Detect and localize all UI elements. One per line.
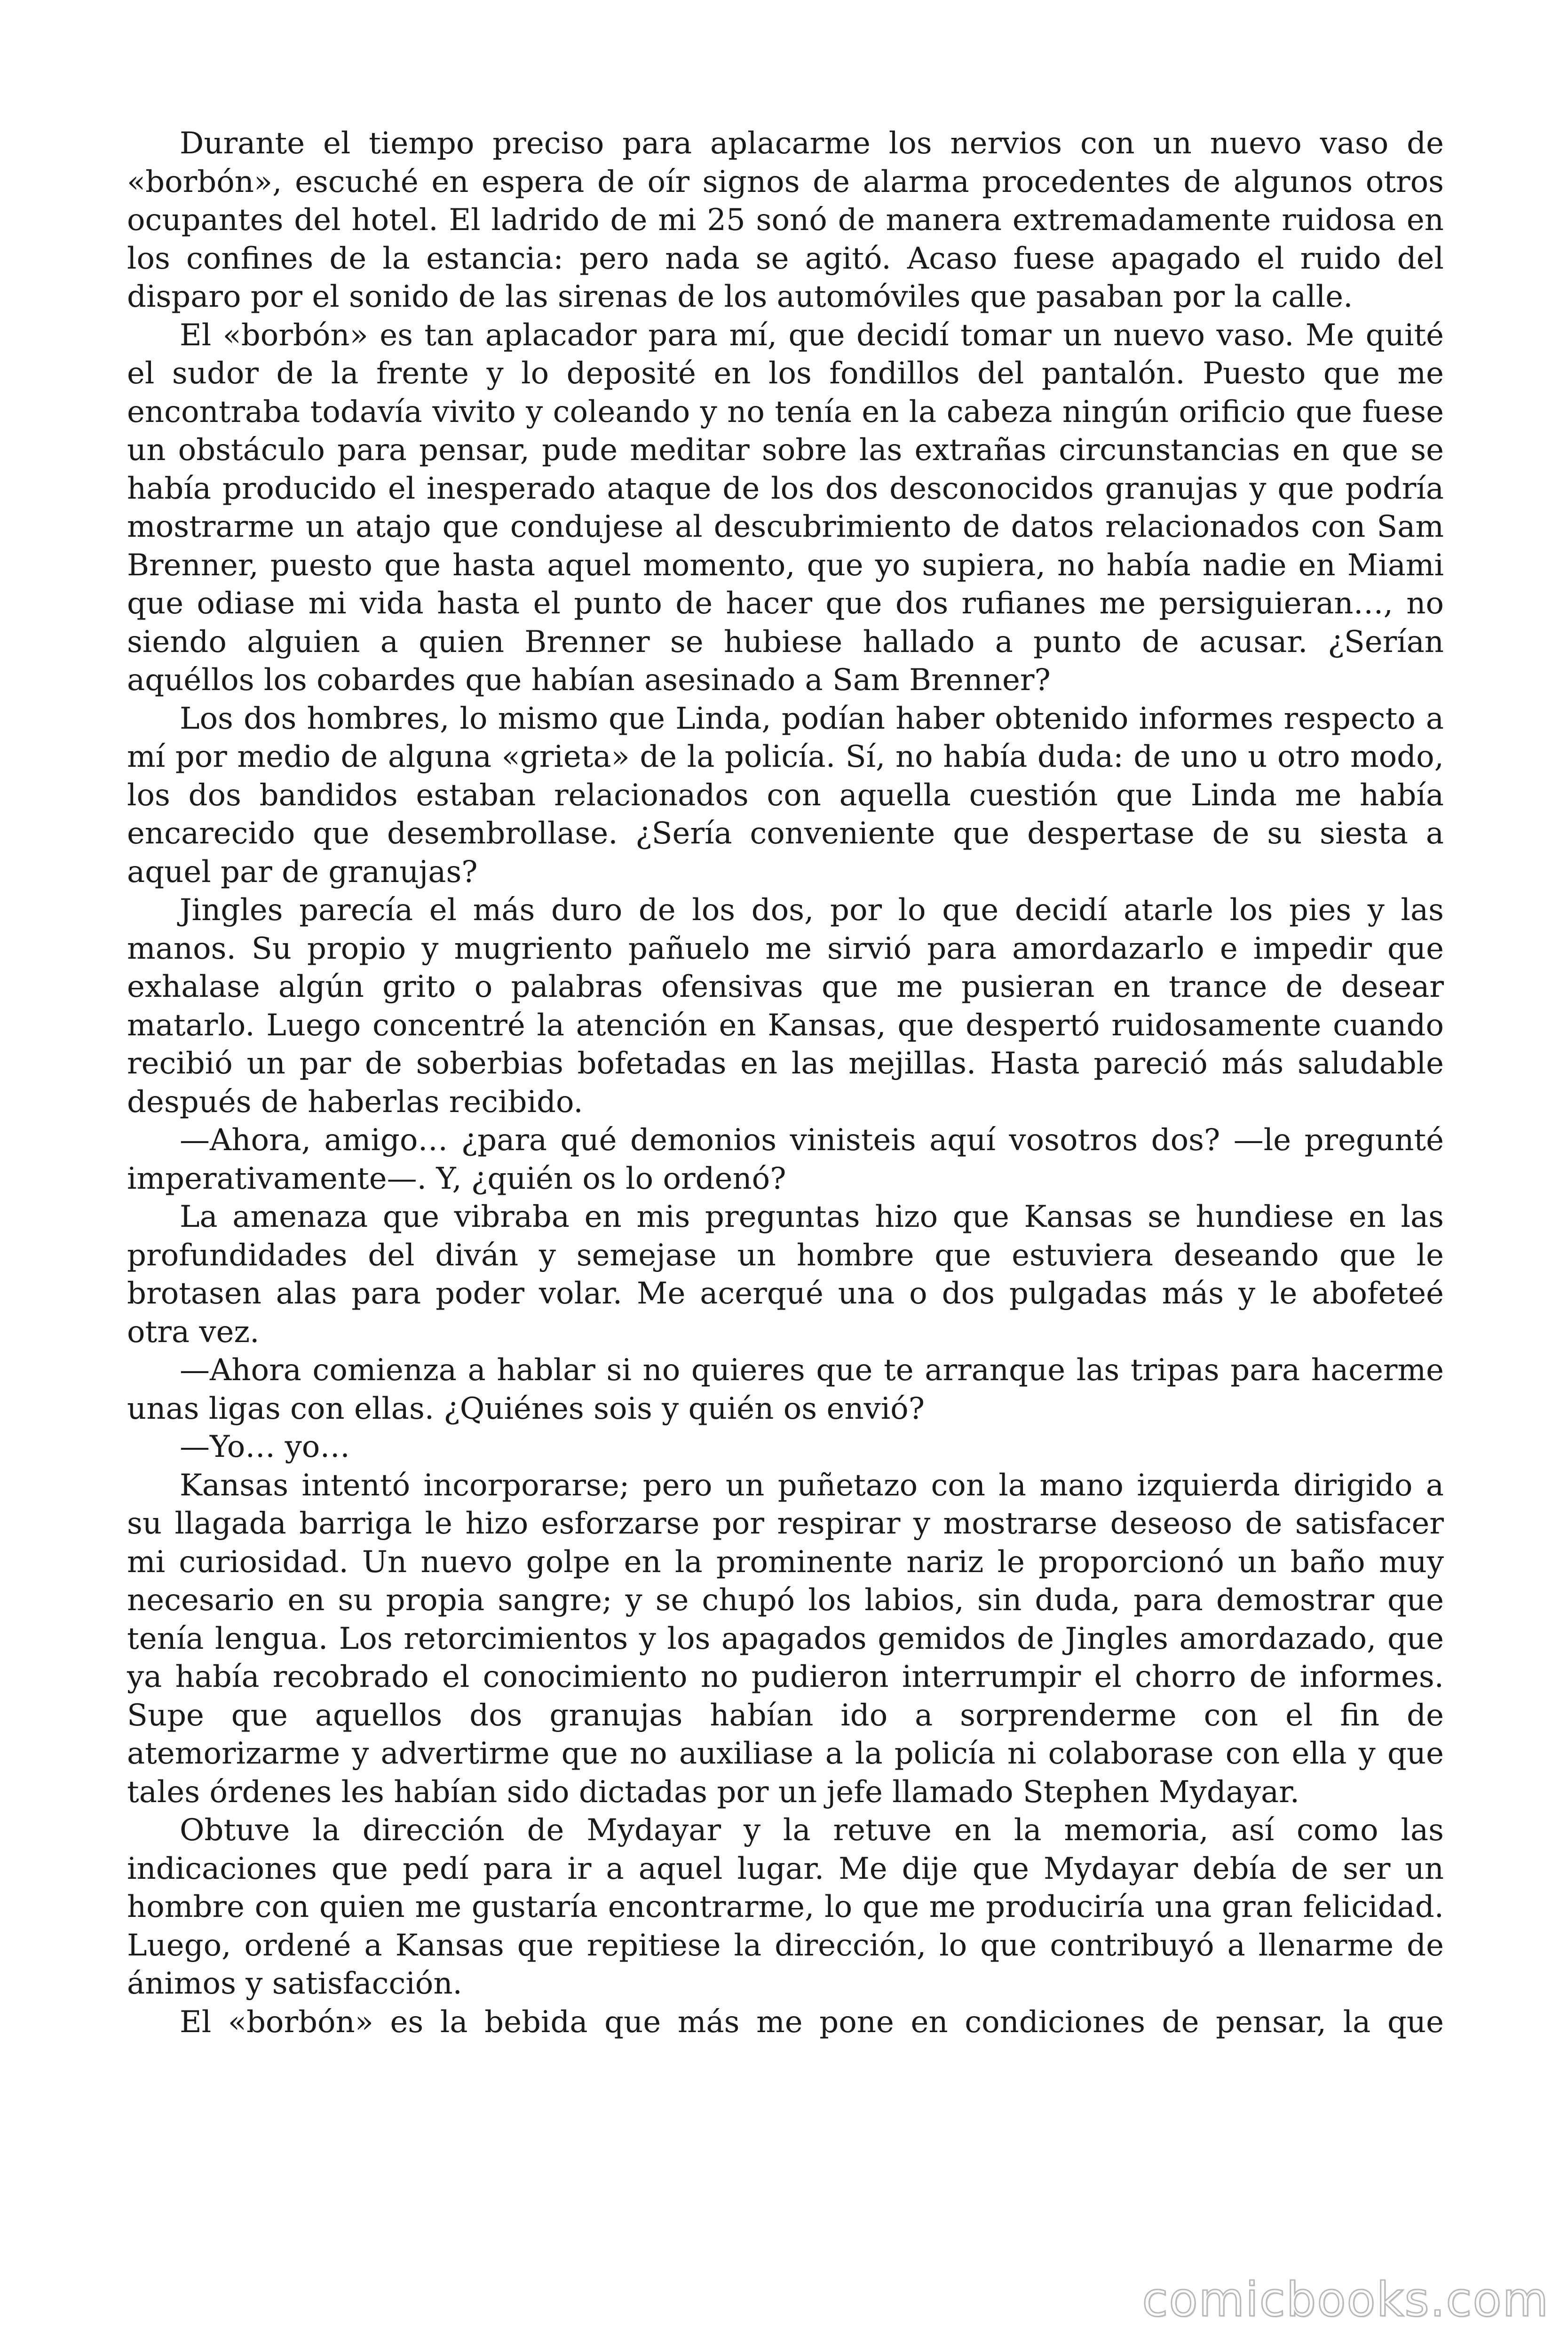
- paragraph: Los dos hombres, lo mismo que Linda, podían haber obtenido informes respecto a mí por medio de alguna «grieta» de la policía. Sí, no había duda: de uno u otro modo, los dos bandidos estaban relacionados con aquella cuestión que Linda me había encarecido que desembrollase. ¿Sería conveniente que despertase de su siesta a aquel par de granujas?: [127, 701, 1444, 890]
- dialogue-paragraph: —Yo… yo…: [180, 1430, 350, 1464]
- paragraph: La amenaza que vibraba en mis preguntas hizo que Kansas se hundiese en las profundidades del diván y semejase un hombre que estuviera deseando que le brotasen alas para poder volar. Me acerqué una o dos pulgadas más y le abofeteé otra vez.: [127, 1200, 1444, 1350]
- dialogue-paragraph: —Ahora, amigo… ¿para qué demonios vinisteis aquí vosotros dos? —le pregunté imperativamente—. Y, ¿quién os lo ordenó?: [127, 1123, 1444, 1196]
- paragraph: Kansas intentó incorporarse; pero un puñetazo con la mano izquierda dirigido a su llagada barriga le hizo esforzarse por respirar y mostrarse deseoso de satisfacer mi curiosidad. Un nuevo golpe en la prominente nariz le proporcionó un baño muy necesario en su propia sangre; y se chupó los labios, sin duda, para demostrar que tenía lengua. Los retorcimientos y los apagados gemidos de Jingles amordazado, que ya había recobrado el conocimiento no pudieron interrumpir el chorro de informes. Supe que aquellos dos granujas habían ido a sorprenderme con el fin de atemorizarme y advertirme que no auxiliase a la policía ni colaborase con ella y que tales órdenes les habían sido dictadas por un jefe llamado Stephen Mydayar.: [127, 1468, 1444, 1810]
- paragraph-last-line: El «borbón» es la bebida que más me pone en condiciones de pensar, la que: [180, 2004, 1444, 2040]
- paragraph: Obtuve la dirección de Mydayar y la retuve en la memoria, así como las indicaciones que pedí para ir a aquel lugar. Me dije que Mydayar debía de ser un hombre con quien me gustaría encontrarme, lo que me produciría una gran felicidad. Luego, ordené a Kansas que repitiese la dirección, lo que contribuyó a llenarme de ánimos y satisfacción.: [127, 1813, 1444, 2001]
- paragraph: Jingles parecía el más duro de los dos, por lo que decidí atarle los pies y las manos. Su propio y mugriento pañuelo me sirvió para amordazarlo e impedir que exhalase algún grito o palabras ofensivas que me pusieran en trance de desear matarlo. Luego concentré la atención en Kansas, que despertó ruidosamente cuando recibió un par de soberbias bofetadas en las mejillas. Hasta pareció más saludable después de haberlas recibido.: [127, 893, 1444, 1120]
- paragraph: El «borbón» es tan aplacador para mí, que decidí tomar un nuevo vaso. Me quité el sudor de la frente y lo deposité en los fondillos del pantalón. Puesto que me encontraba todavía vivito y coleando y no tenía en la cabeza ningún orificio que fuese un obstáculo para pensar, pude meditar sobre las extrañas circunstancias en que se había producido el inesperado ataque de los dos desconocidos granujas y que podría mostrarme un atajo que condujese al descubrimiento de datos relacionados con Sam Brenner, puesto que hasta aquel momento, que yo supiera, no había nadie en Miami que odiase mi vida hasta el punto de hacer que dos rufianes me persiguieran…, no siendo alguien a quien Brenner se hubiese hallado a punto de acusar. ¿Serían aquéllos los cobardes que habían asesinado a Sam Brenner?: [127, 318, 1444, 698]
- body-text: [127, 125, 1444, 2042]
- dialogue-paragraph: —Ahora comienza a hablar si no quieres que te arranque las tripas para hacerme unas ligas con ellas. ¿Quiénes sois y quién os envió?: [127, 1353, 1444, 1426]
- watermark-logo: comicbooks.com: [1142, 2272, 1549, 2327]
- paragraph: Durante el tiempo preciso para aplacarme los nervios con un nuevo vaso de «borbón», escuché en espera de oír signos de alarma procedentes de algunos otros ocupantes del hotel. El ladrido de mi 25 sonó de manera extremadamente ruidosa en los confines de la estancia: pero nada se agitó. Acaso fuese apagado el ruido del disparo por el sonido de las sirenas de los automóviles que pasaban por la calle.: [127, 126, 1444, 314]
